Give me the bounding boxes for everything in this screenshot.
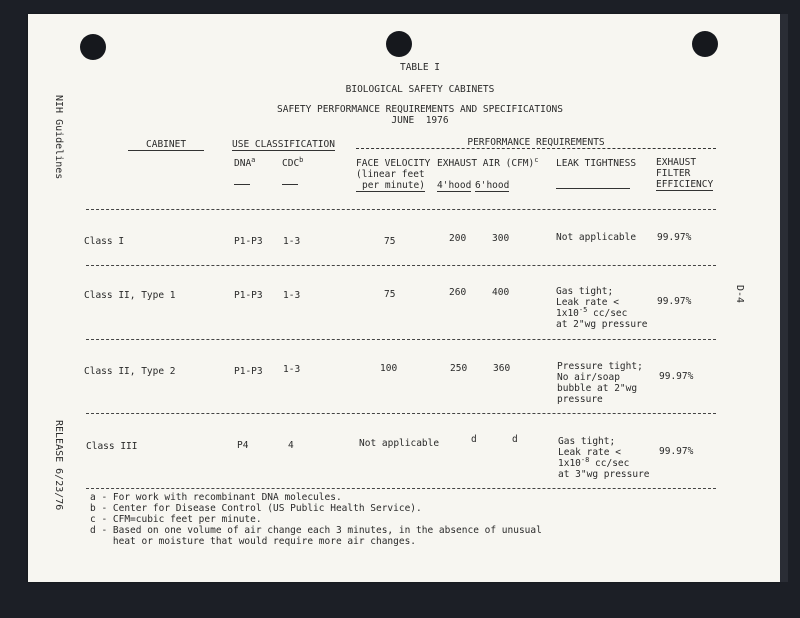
col-hood4-label: 4'hood [437,180,472,191]
row1-cabinet: Class I [84,236,125,247]
col-filter-2: FILTER [656,168,691,179]
table-subtitle: SAFETY PERFORMANCE REQUIREMENTS AND SPECIFICATIONS [277,104,563,115]
col-dna-rule [234,184,250,185]
col-dna-sup: a [251,156,256,164]
col-exhaust-air-label: EXHAUST AIR (CFM) [437,158,535,169]
row1-eff: 99.97% [657,232,692,243]
row3-face: 100 [380,363,398,374]
row-divider [86,413,716,414]
footnote-d-2: heat or moisture that would require more air changes. [90,536,417,547]
col-performance: PERFORMANCE REQUIREMENTS [356,137,716,149]
col-use-classification [232,139,335,150]
col-face-velocity-3 [356,180,425,191]
footnote-b: b - Center for Disease Control (US Public Health Service). [90,503,422,514]
row2-cabinet: Class II, Type 1 [84,290,176,301]
row4-dna: P4 [237,440,249,451]
row2-dna: P1-P3 [234,290,263,301]
row-divider [86,265,716,266]
row4-leak-4: at 3"wg pressure [558,469,650,480]
row2-leak-3 [556,308,627,319]
col-cdc-rule [282,184,298,185]
row2-leak-3-exp: -5 [578,306,588,314]
col-hood6 [475,180,509,191]
table-number: TABLE I [399,62,441,73]
row1-face: 75 [384,236,396,247]
row4-leak-2: Leak rate < [558,447,621,458]
row2-eff: 99.97% [657,296,692,307]
row1-dna: P1-P3 [234,236,263,247]
col-leak-tightness: LEAK TIGHTNESS [556,158,637,169]
row4-cdc: 4 [288,440,294,451]
row3-eff: 99.97% [659,371,694,382]
row1-hood6: 300 [492,233,510,244]
row4-leak-3b: cc/sec [589,458,630,469]
row-divider [86,339,716,340]
footnote-d-1: d - Based on one volume of air change each 3 minutes, in the absence of unusual [90,525,542,536]
col-dna-label: DNA [234,158,252,169]
row2-face: 75 [384,289,396,300]
col-exhaust-air-sup: c [534,156,539,164]
col-hood6-label: 6'hood [475,180,510,191]
row4-leak-1: Gas tight; [558,436,616,447]
page-number: D-4 [734,285,745,304]
row2-hood6: 400 [492,287,510,298]
side-label-guidelines: NIH Guidelines [53,95,64,180]
table-date: JUNE 1976 [391,115,449,126]
col-filter-1: EXHAUST [656,157,697,168]
row3-hood4: 250 [450,363,468,374]
side-label-release: RELEASE 6/23/76 [53,420,64,511]
col-use-classification-label: USE CLASSIFICATION [232,139,335,150]
row2-cdc: 1-3 [283,290,301,301]
row4-hood4: d [471,434,477,445]
col-filter-3 [656,179,713,190]
row3-leak-4: pressure [557,394,603,405]
col-leak-rule [556,188,630,189]
row4-eff: 99.97% [659,446,694,457]
row4-leak-3a: 1x10 [558,458,581,469]
table-title: BIOLOGICAL SAFETY CABINETS [345,84,495,95]
col-cdc [282,158,303,169]
row3-dna: P1-P3 [234,366,263,377]
col-cdc-label: CDC [282,158,300,169]
row1-hood4: 200 [449,233,467,244]
col-face-velocity-3-label: per minute) [356,180,425,192]
row1-cdc: 1-3 [283,236,301,247]
col-hood4 [437,180,471,191]
row2-leak-3a: 1x10 [556,308,579,319]
row2-hood4: 260 [449,287,467,298]
row-divider [86,488,716,489]
row4-leak-3-exp: -8 [580,456,590,464]
footnote-a: a - For work with recombinant DNA molecules. [90,492,342,503]
row4-leak-3 [558,458,629,469]
punch-hole-left [80,34,106,60]
col-face-velocity-2: (linear feet [356,169,425,180]
row4-hood6: d [512,434,518,445]
row2-leak-1: Gas tight; [556,286,614,297]
row4-face: Not applicable [359,438,440,449]
row3-leak-3: bubble at 2"wg [557,383,638,394]
col-face-velocity-1: FACE VELOCITY [356,158,431,169]
row2-leak-4: at 2"wg pressure [556,319,648,330]
col-cabinet [128,139,204,150]
row3-cdc: 1-3 [283,364,301,375]
row3-leak-1: Pressure tight; [557,361,643,372]
col-exhaust-air [437,158,538,169]
punch-hole-right [692,31,718,57]
row3-leak-2: No air/soap [557,372,620,383]
col-dna [234,158,255,169]
row2-leak-3b: cc/sec [587,308,628,319]
footnote-c: c - CFM=cubic feet per minute. [90,514,262,525]
punch-hole-center [386,31,412,57]
row3-cabinet: Class II, Type 2 [84,366,176,377]
col-cabinet-label: CABINET [128,139,204,151]
col-cdc-sup: b [299,156,304,164]
row1-leak: Not applicable [556,232,637,243]
row2-leak-2: Leak rate < [556,297,619,308]
row3-hood6: 360 [493,363,511,374]
col-filter-3-label: EFFICIENCY [656,179,714,190]
page-edge [780,14,788,582]
row-divider [86,209,716,210]
row4-cabinet: Class III [86,441,138,452]
